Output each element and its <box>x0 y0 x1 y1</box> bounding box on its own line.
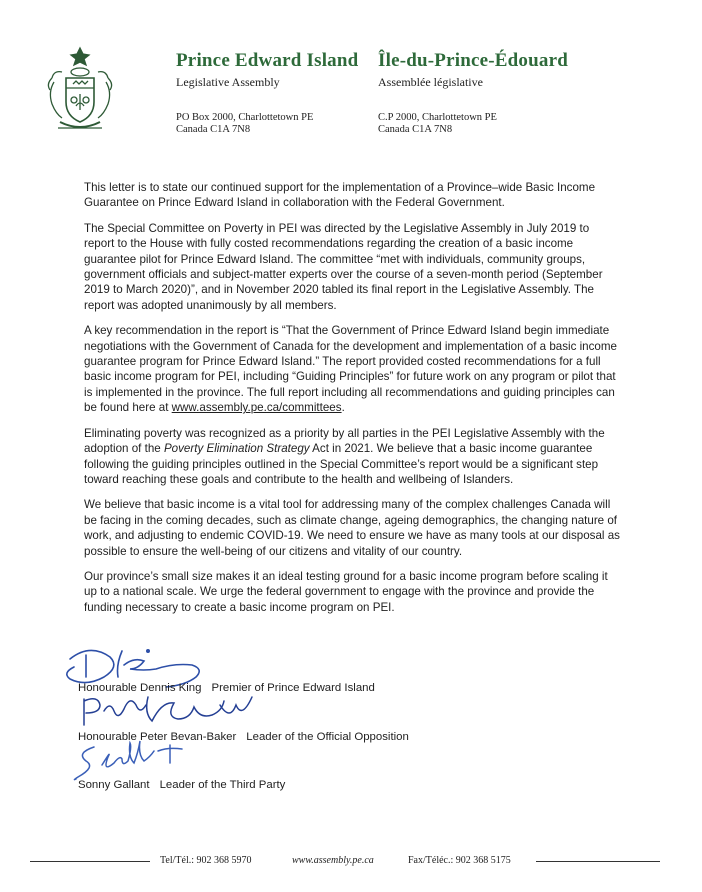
paragraph-2: The Special Committee on Poverty in PEI was directed by the Legislative Assembly in July 2019 to report to the House with fully costed recommendations regarding the creation of a basic income guarantee pilot for Prince Edward Island. The committee “met with individuals, community groups, government officials and subject-matter experts over the course of a seven-month period (September 2019 to March 2020)”, and in November 2020 tabled its final report in the Legislative Assembly. The report was adopted unanimously by all members. <box>84 221 603 312</box>
footer-telephone: Tel/Tél.: 902 368 5970 <box>160 855 252 866</box>
org-name-fr: Île-du-Prince-Édouard <box>378 50 568 71</box>
signatory-2-title: Leader of the Official Opposition <box>246 731 409 743</box>
footer-fax: Fax/Téléc.: 902 368 5175 <box>408 855 511 866</box>
org-name-en: Prince Edward Island <box>176 50 359 71</box>
signatory-2-name: Honourable Peter Bevan-Baker <box>78 731 237 743</box>
committees-link[interactable]: www.assembly.pe.ca/committees <box>171 401 342 415</box>
letterhead-french <box>378 50 568 90</box>
signatory-3-name: Sonny Gallant <box>78 779 150 791</box>
paragraph-5: We believe that basic income is a vital tool for addressing many of the complex challenges Canada will be facing in the coming decades, such as climate change, ageing demographics, the changing nature of work, and adjusting to endemic COVID-19. We need to ensure we have as many tools at our disposal as possible to ensure the well-being of our citizens and vitality of our country. <box>84 498 620 558</box>
footer-rule-left <box>30 861 150 862</box>
signatory-1-name: Honourable Dennis King <box>78 682 202 694</box>
footer-rule-right <box>536 861 660 862</box>
address-en-line1: PO Box 2000, Charlottetown PE <box>176 112 314 123</box>
paragraph-1: This letter is to state our continued support for the implementation of a Province–wide Basic Income Guarantee on Prince Edward Island in collaboration with the Federal Government. <box>84 181 596 210</box>
signatory-3-title: Leader of the Third Party <box>159 779 286 791</box>
letter-body <box>84 180 622 625</box>
org-subtitle-fr: Assemblée législative <box>378 75 483 89</box>
address-english <box>176 112 313 136</box>
paragraph-3: A key recommendation in the report is “That the Government of Prince Edward Island begin immediate negotiations with the Government of Canada for the development and implementation of a basic income guarantee program for Prince Edward Island.” The report provided costed recommendations for a full basic income program for PEI, including “Guiding Principles” for future work on any program or pilot that is implemented in the province. The full report including all recommendations and guiding principles can be found here at www.assembly.pe.ca/committees. <box>84 324 617 415</box>
letterhead-english <box>176 50 358 90</box>
signature-block <box>78 645 638 795</box>
strategy-title: Poverty Elimination Strategy <box>163 442 310 456</box>
signatory-3 <box>78 779 285 791</box>
address-fr-line2: Canada C1A 7N8 <box>378 124 453 135</box>
footer <box>30 852 660 872</box>
address-french <box>378 112 497 136</box>
paragraph-4: Eliminating poverty was recognized as a priority by all parties in the PEI Legislative Assembly with the adoption of the Poverty Elimination Strategy Act in 2021. We believe that a basic income guarantee following the guiding principles outlined in the Special Committee’s report would be a significant step toward reaching these goals and contribute to the health and wellbeing of Islanders. <box>84 426 605 486</box>
footer-website[interactable]: www.assembly.pe.ca <box>292 855 374 866</box>
signature-peter-bevan-baker <box>74 691 274 731</box>
signature-sonny-gallant <box>72 741 212 781</box>
address-fr-line1: C.P 2000, Charlottetown PE <box>378 112 497 123</box>
coat-of-arms-icon <box>40 42 120 138</box>
signatory-1-title: Premier of Prince Edward Island <box>211 682 375 694</box>
org-subtitle-en: Legislative Assembly <box>176 75 280 89</box>
paragraph-3-text: A key recommendation in the report is “That the Government of Prince Edward Island begin immediate negotiations with the Government of Canada for the development and implementation of a basic income guarantee program for Prince Edward Island.” The report provided costed recommendations for a full basic income program for PEI, including “Guiding Principles” for future work on any program or pilot that is implemented in the province. The full report including all recommendations and guiding principles can be found here at <box>84 324 617 415</box>
address-en-line2: Canada C1A 7N8 <box>176 124 251 135</box>
paragraph-6: Our province’s small size makes it an ideal testing ground for a basic income program before scaling it up to a national scale. We urge the federal government to engage with the province and provide the funding necessary to create a basic income program on PEI. <box>84 569 608 614</box>
